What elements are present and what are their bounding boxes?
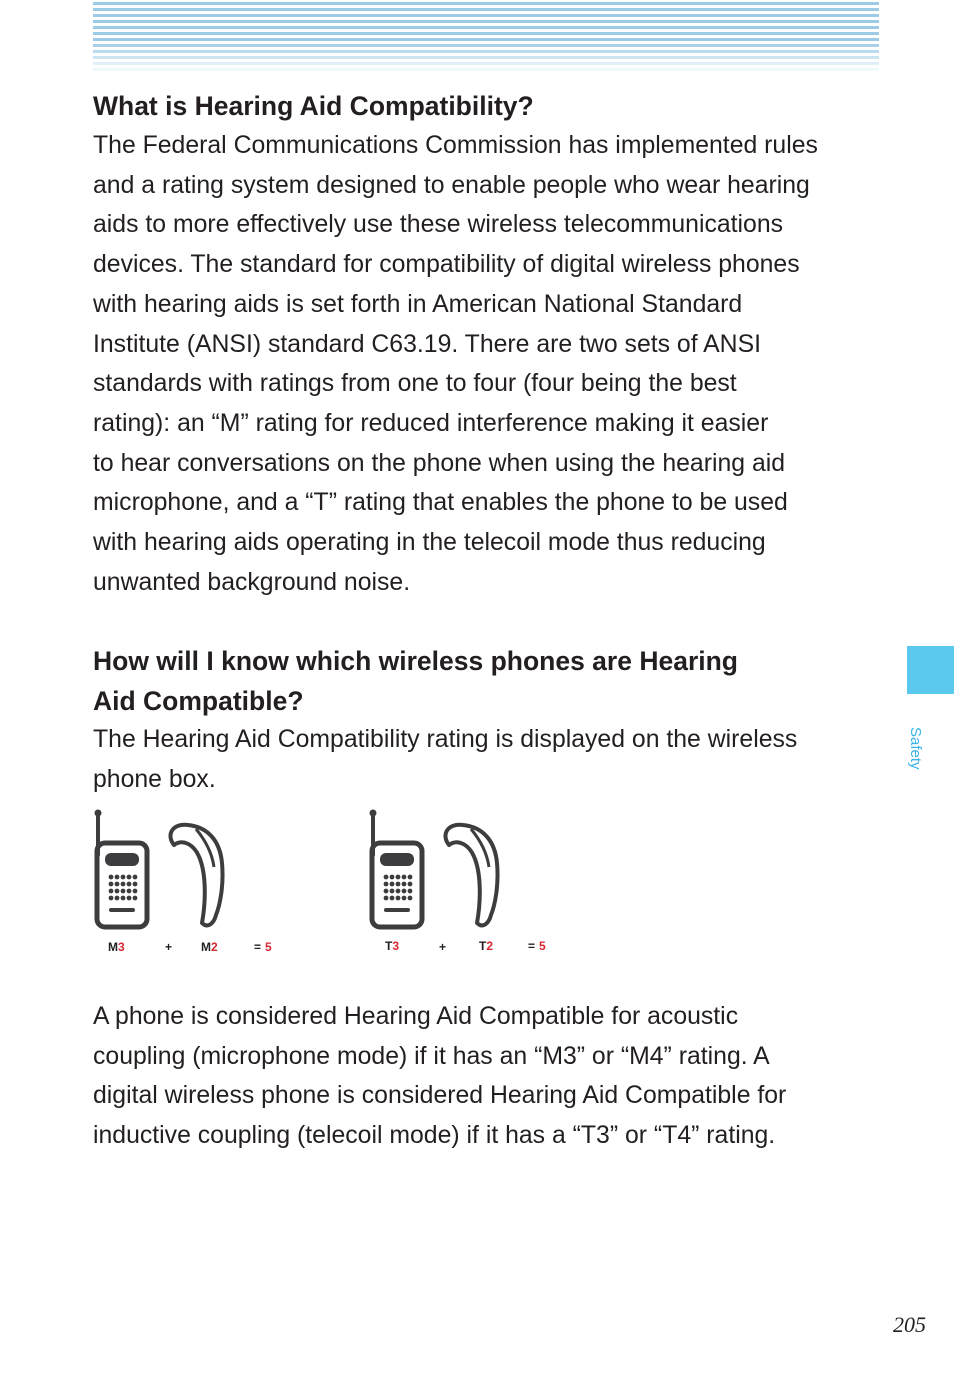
text-line: microphone, and a “T” rating that enables the phone to be used [93,489,788,517]
text-line: rating): an “M” rating for reduced interference making it easier [93,409,769,437]
m-rating-aid [201,940,218,954]
section-tab-marker [907,646,954,694]
plus-sign: + [165,940,173,954]
rating-value: 2 [211,940,218,954]
rating-value: 3 [118,940,125,954]
paragraph-rating-location [93,720,883,799]
section-tab-label: Safety [907,727,924,770]
page-number: 205 [893,1312,926,1337]
text-line: devices. The standard for compatibility of digital wireless phones [93,251,800,279]
rating-letter: T [479,939,487,953]
heading-line: Aid Compatible? [93,686,304,716]
section-heading-hac: What is Hearing Aid Compatibility? [93,91,534,121]
text-line: to hear conversations on the phone when using the hearing aid [93,449,786,477]
text-line: Institute (ANSI) standard C63.19. There are two sets of ANSI [93,330,762,358]
text-line: with hearing aids is set forth in American National Standard [93,290,743,318]
rating-letter: M [108,940,118,954]
rating-letter: M [201,940,211,954]
paragraph-hac-definition [93,126,883,602]
text-line: unwanted background noise. [93,568,411,596]
rating-letter: T [385,939,393,953]
hearing-aid-icon [170,825,222,926]
t-rating-total [528,939,546,953]
text-line: standards with ratings from one to four (four being the best [93,370,737,398]
header-decoration [93,2,879,74]
total-value: 5 [539,939,546,953]
t-rating-aid [479,939,493,953]
hac-rating-figure [90,805,570,965]
phone-icon [370,810,423,928]
equals-sign: = [528,939,536,953]
text-line: and a rating system designed to enable people who wear hearing [93,171,810,199]
equals-sign: = [254,940,262,954]
text-line: The Hearing Aid Compatibility rating is displayed on the wireless [93,726,798,753]
paragraph-compatibility-criteria [93,997,883,1156]
section-heading-how-to-know [93,641,883,721]
text-line: phone box. [93,765,216,793]
text-line: with hearing aids operating in the telecoil mode thus reducing [93,529,766,557]
text-line: aids to more effectively use these wireless telecommunications [93,211,784,239]
m-rating-phone [108,940,125,954]
heading-line: How will I know which wireless phones are Hearing [93,646,738,676]
m-rating-total [254,940,272,954]
text-line: digital wireless phone is considered Hearing Aid Compatible for [93,1082,787,1110]
rating-value: 3 [392,939,400,953]
text-line: coupling (microphone mode) if it has an “M3” or “M4” rating. A [93,1042,770,1070]
t-rating-phone [385,939,399,953]
total-value: 5 [265,940,272,954]
hearing-aid-icon [445,825,497,926]
rating-value: 2 [486,939,494,953]
phone-icon [95,810,148,928]
text-line: The Federal Communications Commission has implemented rules [93,132,818,159]
text-line: inductive coupling (telecoil mode) if it has a “T3” or “T4” rating. [93,1122,776,1150]
text-line: A phone is considered Hearing Aid Compatible for acoustic [93,1003,739,1030]
plus-sign: + [439,940,447,954]
